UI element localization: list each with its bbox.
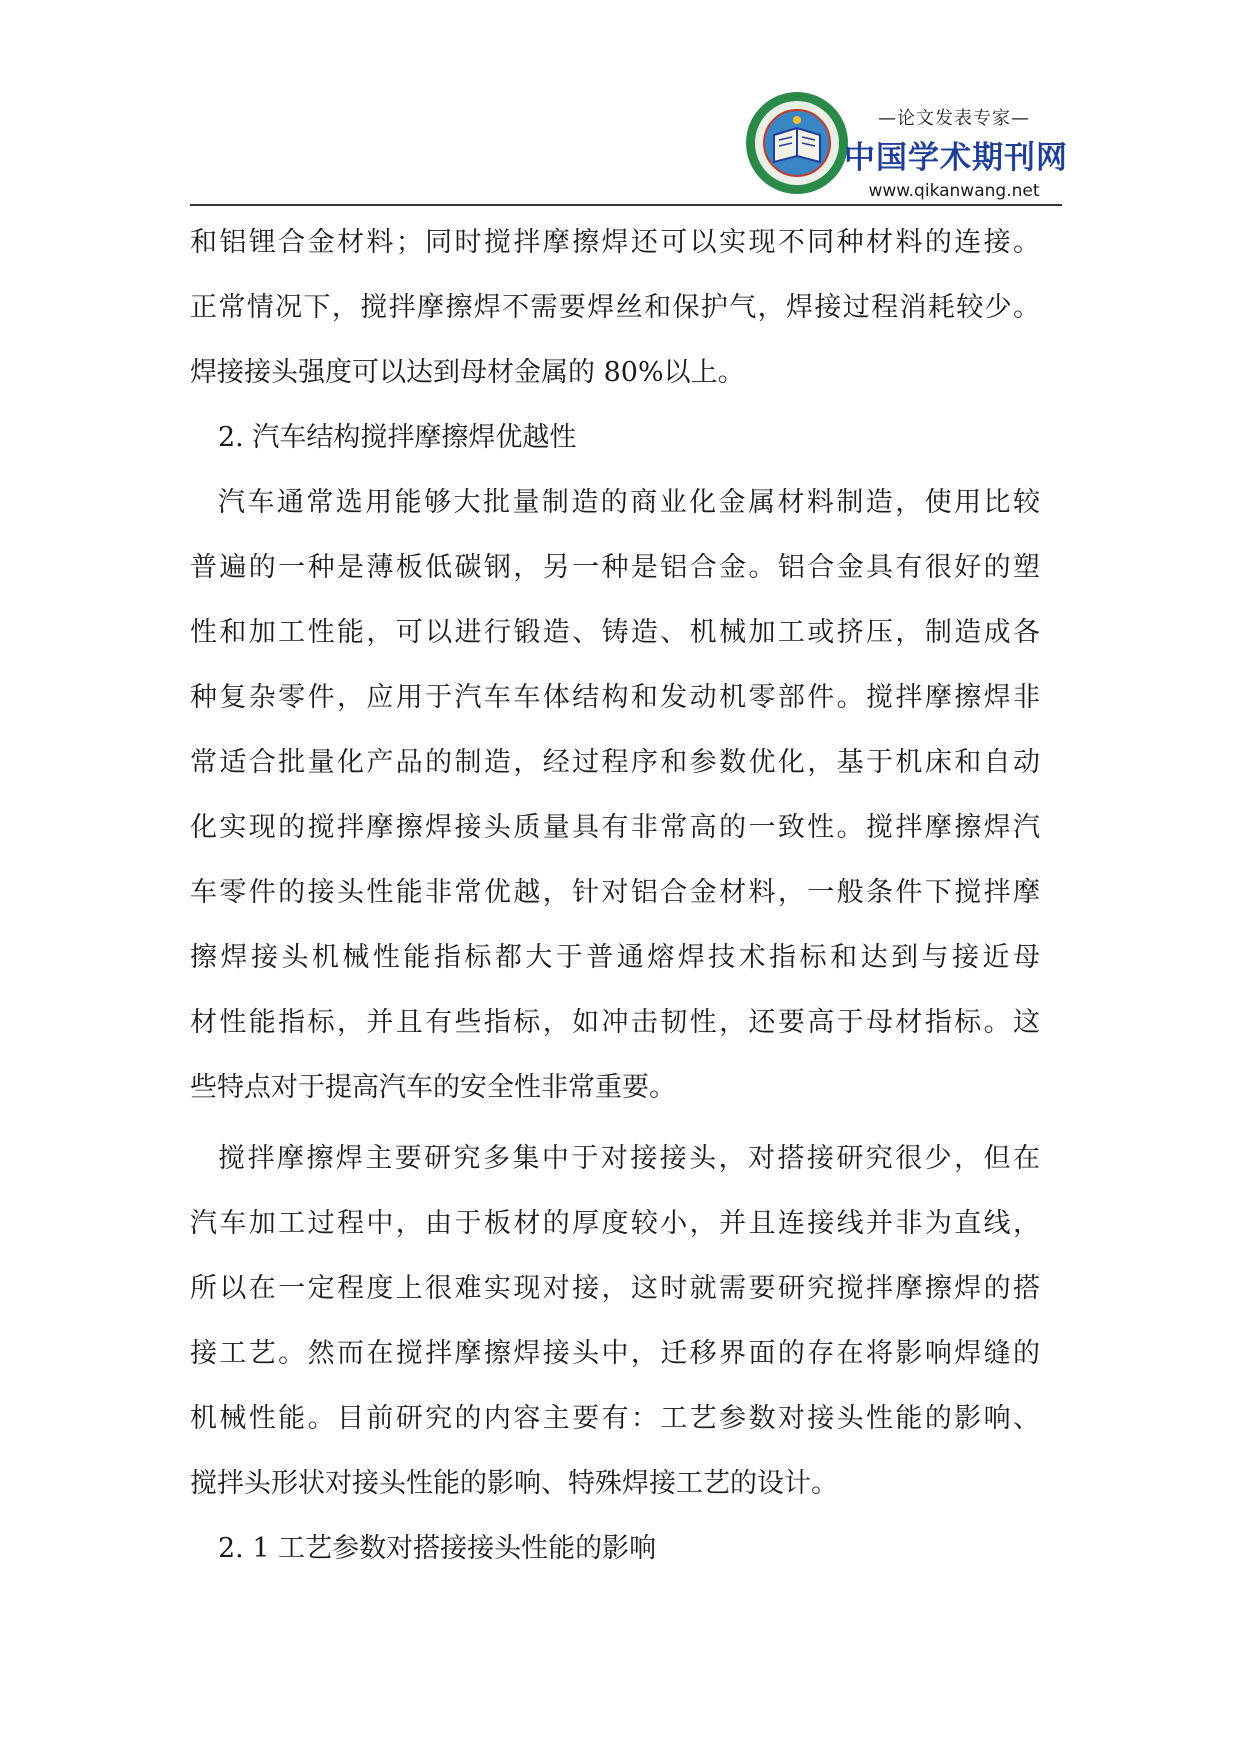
document-body (190, 210, 1040, 1581)
logo-text-block (844, 104, 1068, 201)
text-line: 汽车加工过程中，由于板材的厚度较小，并且连接线并非为直线， (190, 1208, 1040, 1239)
section-heading-2-1: 2. 1 工艺参数对搭接接头性能的影响 (218, 1533, 657, 1564)
header-divider (190, 204, 1062, 206)
text-line: 些特点对于提高汽车的安全性非常重要。 (190, 1072, 676, 1103)
text-line: 所以在一定程度上很难实现对接，这时就需要研究搅拌摩擦焊的搭 (190, 1273, 1040, 1304)
paragraph-3 (190, 1126, 1040, 1516)
logo-url: www.qikanwang.net (868, 181, 1040, 201)
logo-slogan: —论文发表专家— (878, 108, 1030, 129)
text-line: 焊接接头强度可以达到母材金属的 80%以上。 (190, 357, 745, 388)
text-line: 普遍的一种是薄板低碳钢，另一种是铝合金。铝合金具有很好的塑 (190, 552, 1040, 583)
text-line: 汽车通常选用能够大批量制造的商业化金属材料制造，使用比较 (218, 487, 1040, 518)
text-line: 常适合批量化产品的制造，经过程序和参数优化，基于机床和自动 (190, 747, 1040, 778)
qikanwang-logo-seal (744, 90, 850, 196)
text-line: 材性能指标，并且有些指标，如冲击韧性，还要高于母材指标。这 (190, 1007, 1040, 1038)
logo-site-name: 中国学术期刊网 (844, 140, 1068, 176)
section-heading-2: 2. 汽车结构搅拌摩擦焊优越性 (218, 422, 577, 453)
text-line: 和铝锂合金材料；同时搅拌摩擦焊还可以实现不同种材料的连接。 (190, 227, 1040, 258)
text-line: 搅拌头形状对接头性能的影响、特殊焊接工艺的设计。 (190, 1468, 838, 1499)
text-line: 种复杂零件，应用于汽车车体结构和发动机零部件。搅拌摩擦焊非 (190, 682, 1040, 713)
text-line: 搅拌摩擦焊主要研究多集中于对接接头，对搭接研究很少，但在 (218, 1143, 1040, 1174)
text-line: 机械性能。目前研究的内容主要有：工艺参数对接头性能的影响、 (190, 1403, 1040, 1434)
paragraph-1 (190, 210, 1040, 405)
page-header (744, 84, 1068, 204)
paragraph-2 (190, 470, 1040, 1120)
text-line: 擦焊接头机械性能指标都大于普通熔焊技术指标和达到与接近母 (190, 942, 1040, 973)
text-line: 化实现的搅拌摩擦焊接头质量具有非常高的一致性。搅拌摩擦焊汽 (190, 812, 1040, 843)
text-line: 正常情况下，搅拌摩擦焊不需要焊丝和保护气，焊接过程消耗较少。 (190, 292, 1040, 323)
text-line: 车零件的接头性能非常优越，针对铝合金材料，一般条件下搅拌摩 (190, 877, 1040, 908)
text-line: 性和加工性能，可以进行锻造、铸造、机械加工或挤压，制造成各 (190, 617, 1040, 648)
text-line: 接工艺。然而在搅拌摩擦焊接头中，迁移界面的存在将影响焊缝的 (190, 1338, 1040, 1369)
